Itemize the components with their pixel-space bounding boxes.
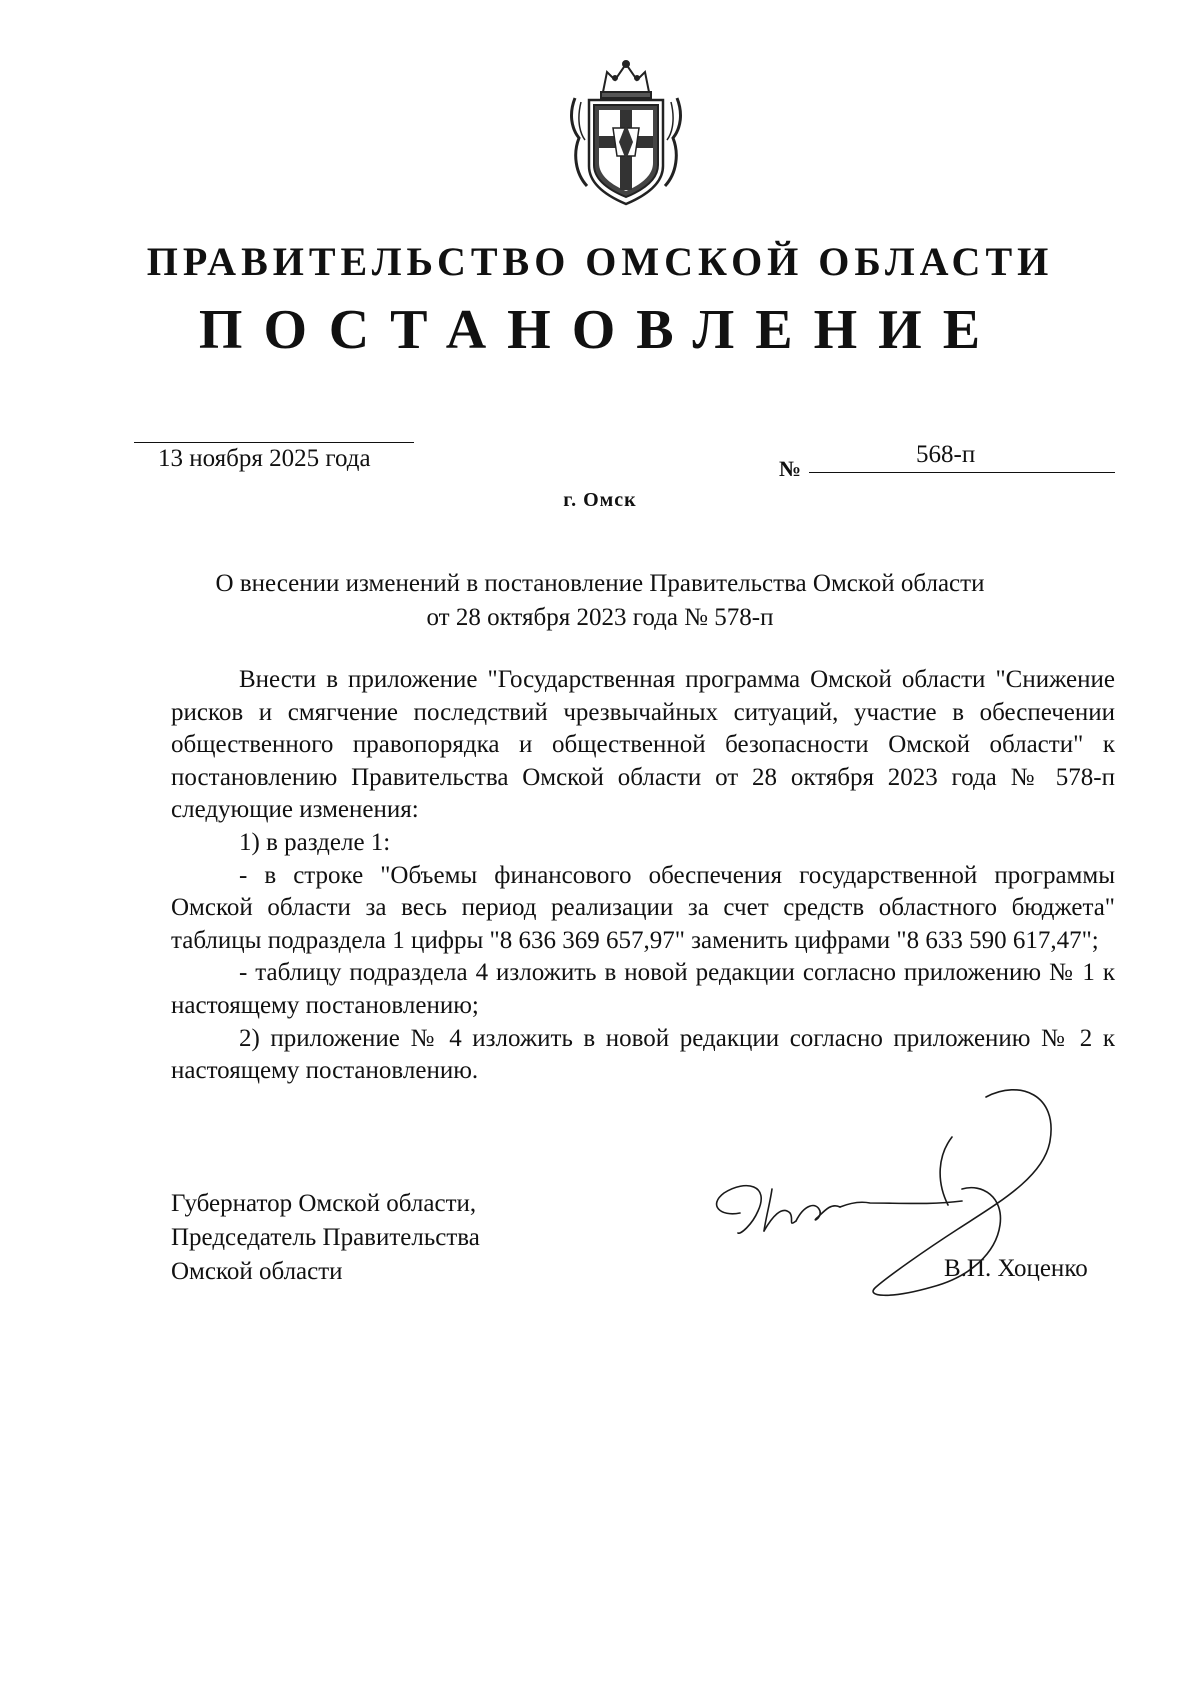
document-body [171, 664, 1115, 1088]
signatory-position [171, 1187, 571, 1289]
document-date: 13 ноября 2025 года [158, 445, 371, 472]
document-type-heading: ПОСТАНОВЛЕНИЕ [198, 299, 1002, 361]
date-underline [134, 442, 414, 443]
body-paragraph-2: 1) в разделе 1: [239, 828, 391, 856]
signatory-name: В.П. Хоценко [944, 1255, 1088, 1282]
handwritten-signature [700, 1085, 1070, 1300]
signatory-position-line-2: Председатель Правительства [171, 1224, 480, 1251]
government-heading: ПРАВИТЕЛЬСТВО ОМСКОЙ ОБЛАСТИ [146, 239, 1054, 284]
document-subject [140, 567, 1060, 635]
body-paragraph-5: 2) приложение № 4 изложить в новой редакции согласно приложению № 2 к настоящему постановлению. [171, 1024, 1115, 1085]
number-sign: № [779, 456, 802, 481]
subject-line-1: О внесении изменений в постановление Правительства Омской области [215, 570, 985, 597]
subject-line-2: от 28 октября 2023 года № 578-п [426, 604, 774, 631]
city-label: г. Омск [563, 489, 637, 511]
body-paragraph-4: - таблицу подраздела 4 изложить в новой редакции согласно приложению № 1 к настоящему постановлению; [171, 959, 1115, 1019]
signatory-position-line-1: Губернатор Омской области, [171, 1190, 477, 1217]
signatory-position-line-3: Омской области [171, 1258, 343, 1285]
body-paragraph-3: - в строке "Объемы финансового обеспечения государственной программы Омской области за весь период реализации за счет средств областного бюджета" таблицы подраздела 1 цифры "8 636 369 657,97" заменить цифрами "8 633 590 617,47"; [171, 861, 1115, 954]
number-underline [809, 472, 1115, 473]
document-number: 568-п [916, 441, 976, 468]
body-paragraph-1: Внести в приложение "Государственная программа Омской области "Снижение рисков и смягчение последствий чрезвычайных ситуаций, участие в обеспечении общественного правопорядка и общественной безопасности Омской области" к постановлению Правительства Омской области от 28 октября 2023 года № 578-п следующие изменения: [171, 666, 1115, 824]
coat-of-arms-icon [567, 58, 685, 208]
